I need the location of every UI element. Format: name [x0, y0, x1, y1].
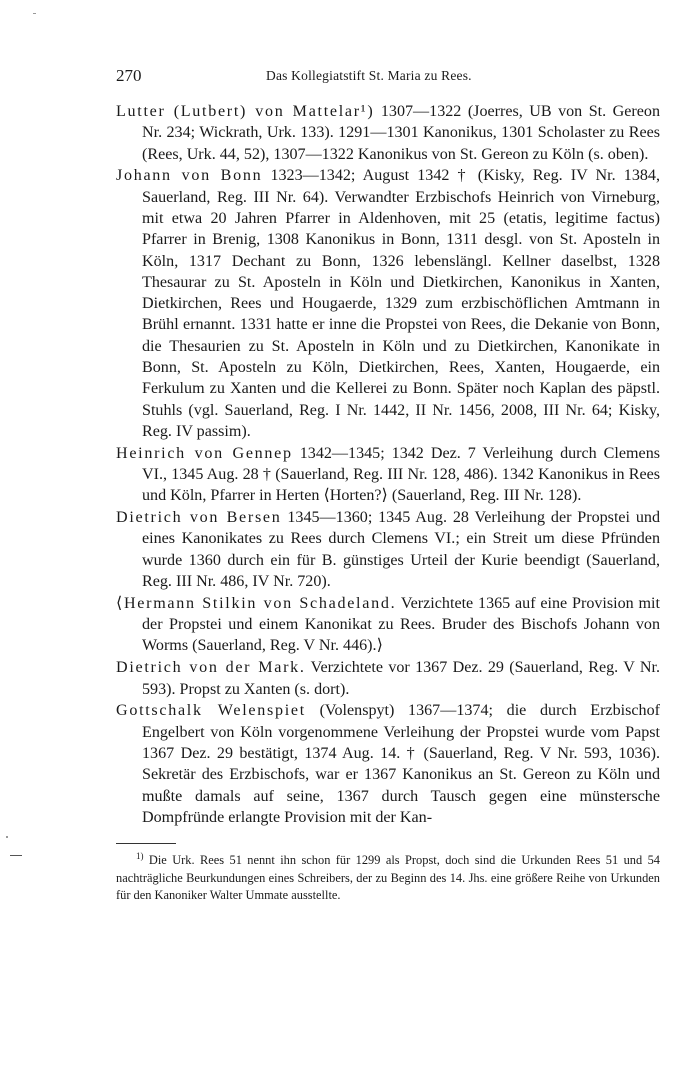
entry-heinrich-von-gennep: [116, 443, 660, 507]
footnote-divider: [116, 843, 176, 844]
page-number: 270: [116, 66, 142, 85]
running-title: Das Kollegiatstift St. Maria zu Rees.: [266, 68, 472, 83]
entry-name: Gottschalk Welenspiet: [116, 702, 306, 720]
margin-dash: [10, 855, 22, 856]
entry-text: 1342—1345; 1342 Dez. 7 Verleihung durch Clemens VI., 1345 Aug. 28 † (Sauerland, Reg. III Nr. 128, 486). 1342 Kanonikus in Rees und Köln, Pfarrer in Herten ⟨Horten?⟩ (Sauerland, Reg. III Nr. 128).: [142, 444, 661, 505]
entry-text: 1323—1342; August 1342 † (Kisky, Reg. IV Nr. 1384, Sauerland, Reg. III Nr. 64). Verwandter Erzbischofs Heinrich von Virneburg, mit etwa 20 Jahren Pfarrer in Aldenhoven, mit 25 (etatis, legitime factus) Pfarrer in Brenig, 1308 Kanonikus in Bonn, 1311 desgl. von St. Aposteln in Köln, 1317 Dechant zu Bonn, 1326 lebenslängl. Kellner daselbst, 1328 Thesaurar zu St. Aposteln in Köln und Dietkirchen, Kanonikus in Xanten, Dietkirchen, Rees und Hougaerde, 1329 zum erzbischöflichen Amtmann in Brühl ernannt. 1331 hatte er inne die Propstei von Rees, die Dekanie von Bonn, die Thesaurien zu St. Aposteln in Köln und zu Dietkirchen, Kanonikate in Bonn, St. Aposteln zu Köln, Dietkirchen, Rees, Xanten, Hougaerde, ein Ferkulum zu Xanten und die Kellerei zu Bonn. Später noch Kaplan des päpstl. Stuhls (vgl. Sauerland, Reg. I Nr. 1442, II Nr. 1456, 2008, III Nr. 64; Kisky, Reg. IV passim).: [142, 167, 661, 440]
entry-gottschalk-welenspiet: [116, 700, 660, 828]
entry-lutter-von-mattelar: [116, 101, 660, 165]
page-header: [116, 62, 660, 90]
entry-dietrich-von-der-mark: [116, 657, 660, 700]
entry-name: Dietrich von der Mark.: [116, 659, 306, 677]
entry-text: 1307—1322 (Joerres, UB von St. Gereon Nr. 234; Wickrath, Urk. 133). 1291—1301 Kanonikus, 1301 Scholaster zu Rees (Rees, Urk. 44, 52), 1307—1322 Kanonikus von St. Gereon zu Köln (s. oben).: [142, 103, 660, 163]
entry-name: Heinrich von Gennep: [116, 444, 293, 462]
entry-name: Lutter (Lutbert) von Mattelar¹): [116, 103, 375, 120]
entry-name: ⟨Hermann Stilkin von Schadeland.: [116, 594, 397, 612]
entry-text: (Volenspyt) 1367—1374; die durch Erzbischof Engelbert von Köln vorgenommene Verleihung der Propstei wurde vom Papst 1367 Dez. 29 bestätigt, 1374 Aug. 14. † (Sauerland, Reg. V Nr. 593, 1036). Sekretär des Erzbischofs, war er 1367 Kanonikus an St. Gereon zu Köln und mußte damals auf seine, 1367 durch Tausch gegen eine münstersche Dompfründe erlangte Provision mit der Kan-: [142, 702, 660, 826]
margin-speck-top: [33, 13, 36, 14]
entry-johann-von-bonn: [116, 165, 660, 442]
entry-name: Johann von Bonn: [116, 167, 263, 185]
entry-text: 1345—1360; 1345 Aug. 28 Verleihung der Propstei und eines Kanonikates zu Rees durch Clemens VI.; ein Streit um diese Pfründen wurde 1360 durch ein für B. günstiges Urteil der Kurie beendigt (Sauerland, Reg. III Nr. 486, IV Nr. 720).: [142, 509, 660, 591]
entry-list: [116, 101, 660, 828]
entry-name: Dietrich von Bersen: [116, 509, 282, 527]
footnote-text: Die Urk. Rees 51 nennt ihn schon für 1299 als Propst, doch sind die Urkunden Rees 51 und 54 nachträgliche Beurkundungen eines Schreibers, der zu Beginn des 14. Jhs. eine größere Reihe von Urkunden für den Kanoniker Walter Ummate ausstellte.: [116, 853, 660, 903]
entry-dietrich-von-bersen: [116, 507, 660, 592]
entry-text: Verzichtete 1365 auf eine Provision mit der Propstei und einem Kanonikat zu Rees. Bruder des Bischofs Johann von Worms (Sauerland, Reg. V Nr. 446).⟩: [142, 594, 660, 655]
document-page: [116, 62, 660, 905]
footnote-marker: 1): [136, 850, 144, 861]
entry-hermann-stilkin: [116, 593, 660, 657]
footnote: [116, 852, 660, 905]
margin-speck-middle: [6, 836, 8, 838]
entry-text: Verzichtete vor 1367 Dez. 29 (Sauerland, Reg. V Nr. 593). Propst zu Xanten (s. dort).: [142, 659, 660, 698]
